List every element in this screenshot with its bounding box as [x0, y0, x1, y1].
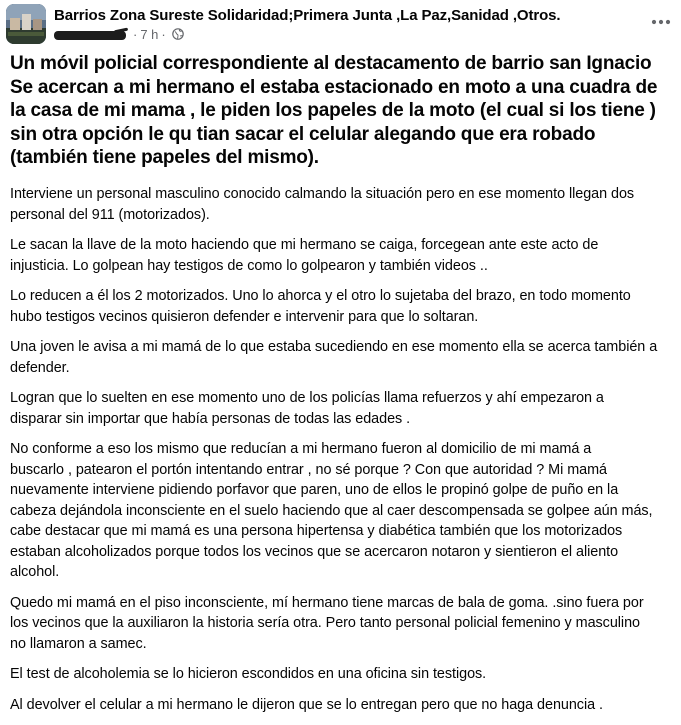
post-paragraph: Quedo mi mamá en el piso inconsciente, mí hermano tiene marcas de bala de goma. .sino fuera por los vecinos que la auxiliaron la historia sería otra. Pero tanto personal policial femenino y masculino no llamaron a samec. — [10, 594, 644, 652]
post-paragraph: No conforme a eso los mismo que reducían a mi hermano fueron al domicilio de mi mamá a buscarlo , patearon el portón intentando entrar , no sé porque ? Con que autoridad ? Mi mamá nuevamente interviene pidiendo porfavor que paren, uno de ellos le propinó golpe de puño en la cabeza dejándola inconsciente en el suelo haciendo que al caer descompensada se golpee aún más, cabe destacar que mi mamá es una persona hipertensa y diabética también que los motorizados estaban alcoholizados porque todos los vecinos que se acercaron notaron y sientieron el aliento alcohol. — [10, 441, 653, 580]
post-paragraph: Lo reducen a él los 2 motorizados. Uno lo ahorca y el otro lo sujetaba del brazo, en todo momento hubo testigos vecinos quisieron defender e intervenir para que lo soltaran. — [10, 288, 631, 325]
globe-icon — [172, 28, 184, 40]
meta-separator: · — [133, 26, 138, 42]
post-headline: Un móvil policial correspondiente al destacamento de barrio san Ignacio Se acercan a mi hermano el estaba estacionado en moto a una cuadra de la casa de mi mama , le piden los papeles de la moto (el cual si los tiene ) sin otra opción le qu tian sacar el celular alegando que era robado (también tiene papeles del mismo). — [10, 53, 658, 168]
post-timestamp[interactable]: 7 h — [140, 26, 159, 42]
post-paragraph: El test de alcoholemia se lo hicieron escondidos en una oficina sin testigos. — [10, 666, 487, 682]
more-options-button[interactable] — [649, 10, 673, 34]
group-avatar[interactable] — [6, 4, 46, 44]
post-body — [10, 184, 680, 725]
post-paragraph: Le sacan la llave de la moto haciendo que mi hermano se caiga, forcegean ante este acto de injusticia. Lo golpean hay testigos de como lo golpearon y también videos .. — [10, 237, 599, 274]
post-meta — [54, 26, 184, 42]
post-header — [0, 0, 681, 48]
group-name-link[interactable]: Barrios Zona Sureste Solidaridad;Primera Junta ,La Paz,Sanidad ,Otros. — [54, 7, 561, 24]
post-paragraph: Interviene un personal masculino conocido calmando la situación pero en ese momento llegan dos personal del 911 (motorizados). — [10, 186, 635, 223]
post-paragraph: Una joven le avisa a mi mamá de lo que estaba sucediendo en ese momento ella se acerca también a defender. — [10, 339, 658, 376]
post-paragraph: Logran que lo suelten en ese momento uno de los policías llama refuerzos y ahí empezaron a disparar sin importar que había personas de todas las edades . — [10, 390, 604, 427]
meta-separator-2: · — [161, 26, 166, 42]
more-horizontal-icon — [651, 19, 671, 25]
post-paragraph: Al devolver el celular a mi hermano le dijeron que se lo entregan pero que no haga denuncia . — [10, 696, 603, 713]
author-name-redacted[interactable] — [54, 31, 126, 40]
